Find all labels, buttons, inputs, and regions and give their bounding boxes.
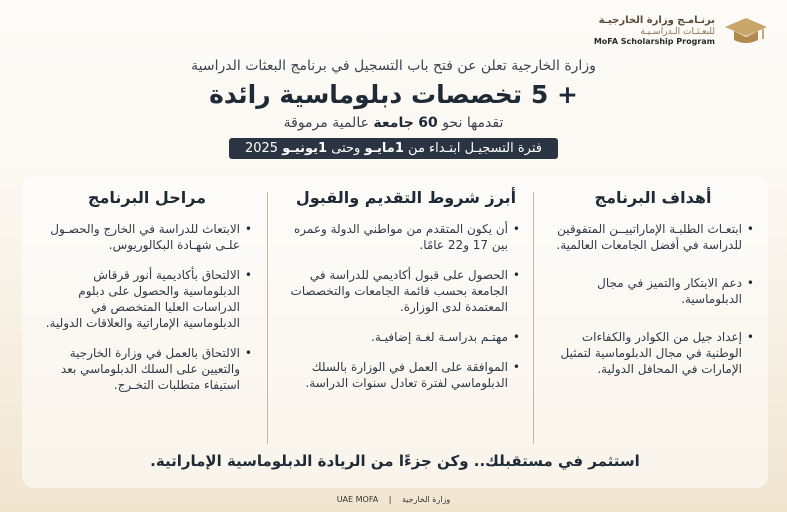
requirements-column bbox=[290, 188, 522, 458]
list-item: • الحصول على قبول أكاديمي للدراسة في الجامعة بحسب قائمة الجامعات والتخصصات المعتمدة لدى الوزارة. bbox=[290, 267, 508, 315]
offer-prefix: تقدمها نحو bbox=[442, 115, 504, 131]
list-item: • دعم الابتكار والتميز في مجال الدبلوماسية. bbox=[550, 275, 742, 307]
list-item: • الالتحاق بأكاديمية أنور قرقاش الدبلوماسية والحصول على دبلوم الدراسات العليا المتخصص في الدبلوماسية الإماراتية والعلاقات الدولية. bbox=[40, 267, 240, 331]
logo-arabic-line2: للبعـثـات الـدراسـيـة bbox=[640, 26, 715, 37]
list-item: • الموافقة على العمل في الوزارة بالسلك الدبلوماسي لفترة تعادل سنوات الدراسة. bbox=[290, 359, 508, 391]
info-card bbox=[22, 176, 768, 488]
goals-list bbox=[550, 221, 756, 377]
list-item: • الابتعاث للدراسة في الخارج والحصـول علـى شهـادة البكالوريوس. bbox=[40, 221, 240, 253]
column-divider bbox=[533, 192, 534, 444]
footer-ar: وزارة الخارجية bbox=[401, 495, 451, 504]
logo-english: MoFA Scholarship Program bbox=[593, 37, 715, 47]
list-item: • الالتحاق بالعمل في وزارة الخارجية والتعيين على السلك الدبلوماسي بعد استيفاء متطلبات التخـرج. bbox=[40, 345, 240, 393]
reg-year: 2025 bbox=[244, 141, 279, 156]
logo-arabic-line1: برنـامـج وزارة الخارجيـة bbox=[598, 15, 715, 27]
program-logo bbox=[594, 14, 769, 48]
announcement-header bbox=[0, 58, 787, 159]
stages-title: مراحل البرنامج bbox=[87, 188, 207, 207]
stages-column bbox=[40, 188, 254, 458]
offer-count: 60 bbox=[418, 115, 438, 131]
footer-separator: | bbox=[388, 495, 392, 504]
goals-title: أهداف البرنامج bbox=[594, 188, 712, 207]
requirements-title: أبرز شروط التقديم والقبول bbox=[295, 188, 517, 207]
offer-suffix: عالمية مرموقة bbox=[283, 115, 369, 131]
universities-line bbox=[0, 115, 787, 131]
goals-column bbox=[550, 188, 756, 458]
logo-text bbox=[594, 15, 715, 46]
announcement-subtitle: وزارة الخارجية تعلن عن فتح باب التسجيل في برنامج البعثات الدراسية bbox=[191, 58, 596, 74]
reg-start: 1مايـو bbox=[364, 141, 404, 156]
stages-list bbox=[40, 221, 254, 393]
reg-end: 1يونيـو bbox=[282, 141, 328, 156]
list-item: • أن يكون المتقدم من مواطني الدولة وعمره بين 17 و22 عامًا. bbox=[290, 221, 508, 253]
call-to-action: استثمر في مستقبلك.. وكن جزءًا من الريادة الدبلوماسية الإماراتية. bbox=[150, 452, 640, 470]
registration-period-badge bbox=[229, 138, 558, 159]
page-title: + 5 تخصصات دبلوماسية رائدة bbox=[209, 80, 578, 109]
list-item: • ابتعـاث الطلبـة الإماراتييــن المتفوقين للدراسة في أفضل الجامعات العالمية. bbox=[550, 221, 742, 253]
offer-bold: جامعة bbox=[373, 115, 414, 131]
footer-en: UAE MOFA bbox=[336, 495, 379, 504]
requirements-list bbox=[290, 221, 522, 391]
list-item: • مهتـم بدراسـة لغـة إضافيـة. bbox=[290, 329, 508, 345]
footer bbox=[0, 495, 787, 504]
column-divider bbox=[267, 192, 268, 444]
graduation-cap-icon bbox=[723, 14, 769, 48]
reg-prefix: فترة التسجيـل ابتـداء من bbox=[408, 141, 542, 156]
list-item: • إعداد جيل من الكوادر والكفاءات الوطنية في مجال الدبلوماسية لتمثيل الإمارات في المحافل الدولية. bbox=[550, 329, 742, 377]
reg-mid: وحتى bbox=[331, 141, 361, 156]
